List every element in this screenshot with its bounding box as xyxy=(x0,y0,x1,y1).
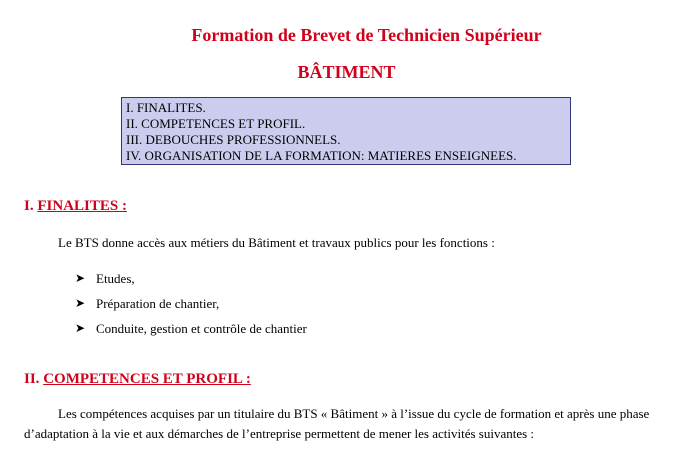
bullet-list xyxy=(75,266,307,341)
document-subtitle: BÂTIMENT xyxy=(297,62,396,82)
section-number: I. xyxy=(24,198,38,214)
toc-item-competences: II. COMPETENCES ET PROFIL. xyxy=(126,116,306,131)
list-item xyxy=(75,316,307,341)
list-item xyxy=(75,291,307,316)
list-item-text: Conduite, gestion et contrôle de chantier xyxy=(96,320,307,336)
section-label: FINALITES : xyxy=(37,198,127,214)
arrowhead-bullet-icon: ➤ xyxy=(75,296,86,310)
document-title: Formation de Brevet de Technicien Supérieur xyxy=(191,25,542,45)
toc-item-organisation: IV. ORGANISATION DE LA FORMATION: MATIERES ENSEIGNEES. xyxy=(126,148,517,163)
arrowhead-bullet-icon: ➤ xyxy=(75,271,86,285)
section-body-paragraph: Les compétences acquises par un titulaire du BTS « Bâtiment » à l’issue du cycle de formation et après une phase d’adaptation à la vie et aux démarches de l’entreprise permettent de mener les activités suivantes : xyxy=(24,406,650,441)
section-heading-competences xyxy=(24,371,251,388)
section-intro-paragraph: Le BTS donne accès aux métiers du Bâtiment et travaux publics pour les fonctions : xyxy=(58,235,495,250)
list-item-text: Préparation de chantier, xyxy=(96,295,220,311)
toc-item-debouches: III. DEBOUCHES PROFESSIONNELS. xyxy=(126,132,341,147)
list-item xyxy=(75,266,307,291)
section-heading-finalites xyxy=(24,198,127,215)
table-of-contents xyxy=(121,97,571,165)
section-label: COMPETENCES ET PROFIL : xyxy=(43,371,251,387)
list-item-text: Etudes, xyxy=(96,270,135,286)
arrowhead-bullet-icon: ➤ xyxy=(75,321,86,335)
toc-item-finalites: I. FINALITES. xyxy=(126,100,206,115)
section-number: II. xyxy=(24,371,44,387)
